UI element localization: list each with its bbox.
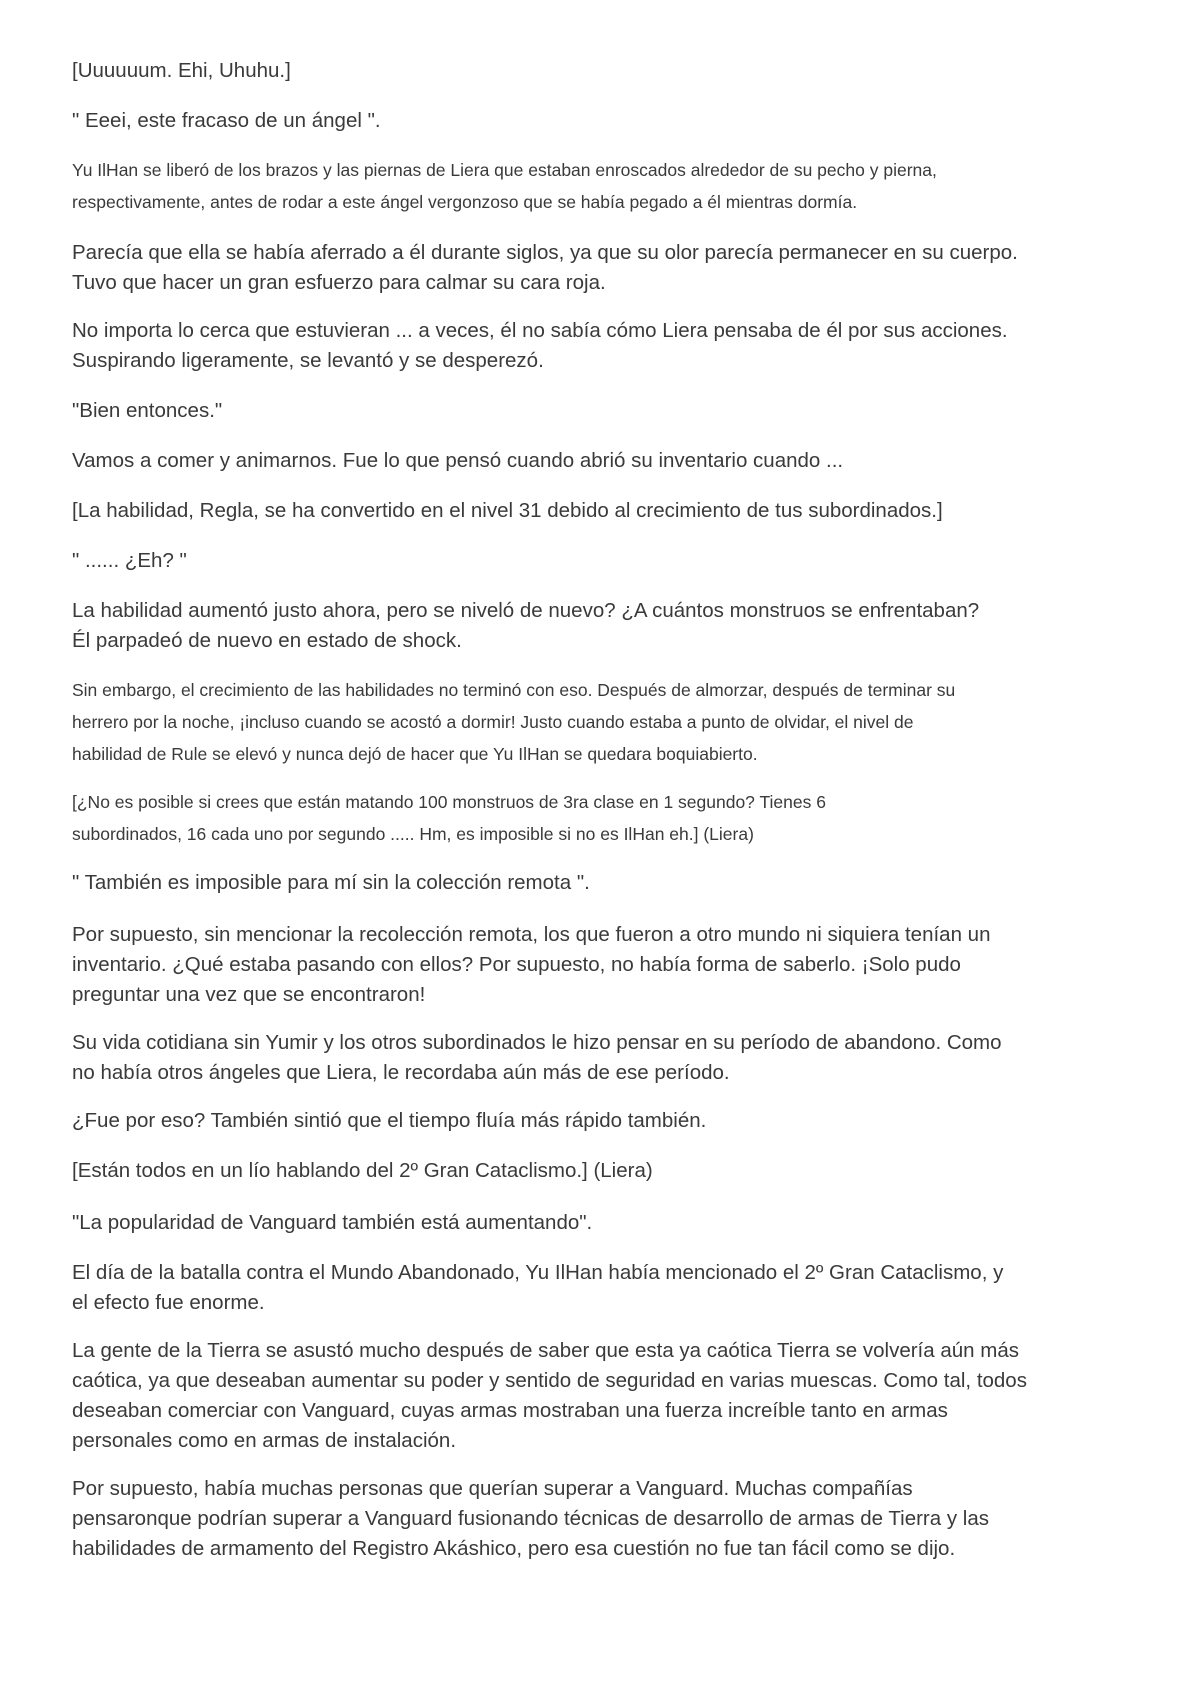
text-line: " Eeei, este fracaso de un ángel ". [72,109,381,132]
paragraph-20 [72,1336,1122,1456]
text-line: Él parpadeó de nuevo en estado de shock. [72,629,462,652]
text-line: "Bien entonces." [72,399,223,422]
text-line: " También es imposible para mí sin la colección remota ". [72,871,590,894]
text-line: subordinados, 16 cada uno por segundo ..... Hm, es imposible si no es IlHan eh.] (Liera) [72,824,754,844]
text-line: herrero por la noche, ¡incluso cuando se acostó a dormir! Justo cuando estaba a punto de olvidar, el nivel de [72,712,914,732]
paragraph-17 [72,1156,1122,1186]
text-line: Por supuesto, había muchas personas que querían superar a Vanguard. Muchas compañías [72,1477,913,1500]
paragraph-5 [72,316,1122,376]
text-line: respectivamente, antes de rodar a este ángel vergonzoso que se había pegado a él mientras dormía. [72,192,858,212]
text-line: ¿Fue por eso? También sintió que el tiempo fluía más rápido también. [72,1109,707,1132]
text-line: La gente de la Tierra se asustó mucho después de saber que esta ya caótica Tierra se volvería aún más [72,1339,1019,1362]
text-line: La habilidad aumentó justo ahora, pero se niveló de nuevo? ¿A cuántos monstruos se enfrentaban? [72,599,980,622]
paragraph-21 [72,1474,1122,1564]
paragraph-4 [72,238,1122,298]
text-line: Parecía que ella se había aferrado a él durante siglos, ya que su olor parecía permanecer en su cuerpo. [72,241,1018,264]
text-line: Yu IlHan se liberó de los brazos y las piernas de Liera que estaban enroscados alrededor de su pecho y pierna, [72,160,937,180]
paragraph-19 [72,1258,1122,1318]
paragraph-3 [72,154,1122,218]
text-line: no había otros ángeles que Liera, le recordaba aún más de ese período. [72,1061,730,1084]
paragraph-13 [72,868,1122,898]
paragraph-9 [72,546,1122,576]
text-line: [Están todos en un lío hablando del 2º Gran Cataclismo.] (Liera) [72,1159,653,1182]
text-line: caótica, ya que deseaban aumentar su poder y sentido de seguridad en varias muescas. Como tal, todos [72,1369,1027,1392]
text-line: Vamos a comer y animarnos. Fue lo que pensó cuando abrió su inventario cuando ... [72,449,844,472]
paragraph-7 [72,446,1122,476]
paragraph-8 [72,496,1122,526]
text-line: Suspirando ligeramente, se levantó y se desperezó. [72,349,544,372]
text-line: [¿No es posible si crees que están matando 100 monstruos de 3ra clase en 1 segundo? Tienes 6 [72,792,826,812]
text-line: Por supuesto, sin mencionar la recolección remota, los que fueron a otro mundo ni siquiera tenían un [72,923,991,946]
text-line: el efecto fue enorme. [72,1291,265,1314]
paragraph-2 [72,106,1122,136]
text-line: Sin embargo, el crecimiento de las habilidades no terminó con eso. Después de almorzar, después de terminar su [72,680,956,700]
text-line: inventario. ¿Qué estaba pasando con ellos? Por supuesto, no había forma de saberlo. ¡Solo pudo [72,953,961,976]
paragraph-14 [72,920,1122,1010]
text-line: habilidades de armamento del Registro Akáshico, pero esa cuestión no fue tan fácil como se dijo. [72,1537,956,1560]
text-line: personales como en armas de instalación. [72,1429,457,1452]
text-line: habilidad de Rule se elevó y nunca dejó de hacer que Yu IlHan se quedara boquiabierto. [72,744,758,764]
paragraph-11 [72,674,1122,770]
text-line: preguntar una vez que se encontraron! [72,983,426,1006]
text-line: Tuvo que hacer un gran esfuerzo para calmar su cara roja. [72,271,606,294]
paragraph-1 [72,56,1122,86]
text-line: [Uuuuuum. Ehi, Uhuhu.] [72,59,291,82]
text-line: pensaronque podrían superar a Vanguard fusionando técnicas de desarrollo de armas de Tierra y las [72,1507,989,1530]
paragraph-16 [72,1106,1122,1136]
paragraph-10 [72,596,1122,656]
text-line: No importa lo cerca que estuvieran ... a veces, él no sabía cómo Liera pensaba de él por sus acciones. [72,319,1008,342]
text-line: deseaban comerciar con Vanguard, cuyas armas mostraban una fuerza increíble tanto en armas [72,1399,948,1422]
text-line: [La habilidad, Regla, se ha convertido en el nivel 31 debido al crecimiento de tus subordinados.] [72,499,943,522]
paragraph-18 [72,1208,1122,1238]
paragraph-12 [72,786,1122,850]
text-line: " ...... ¿Eh? " [72,549,187,572]
text-line: Su vida cotidiana sin Yumir y los otros subordinados le hizo pensar en su período de abandono. Como [72,1031,1002,1054]
text-line: El día de la batalla contra el Mundo Abandonado, Yu IlHan había mencionado el 2º Gran Cataclismo, y [72,1261,1004,1284]
paragraph-15 [72,1028,1122,1088]
text-line: "La popularidad de Vanguard también está aumentando". [72,1211,593,1234]
paragraph-6 [72,396,1122,426]
